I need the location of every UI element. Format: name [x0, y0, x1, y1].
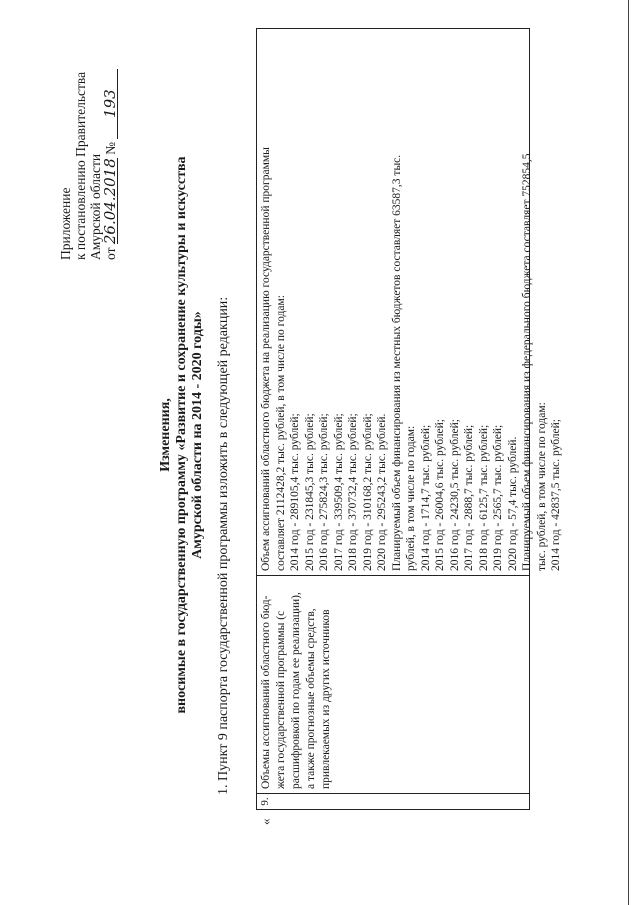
row-content-cell [257, 29, 562, 575]
appendix-date-line [103, 10, 118, 260]
intro-paragraph: 1. Пункт 9 паспорта государственной программы изложить в следующей редакции: [216, 296, 231, 795]
scan-edge-line [628, 0, 629, 905]
label-line: а также прогнозные объемы средств, [305, 608, 317, 789]
appendix-title: Приложение [58, 187, 73, 260]
content-line: тыс. рублей, в том числе по годам: [535, 402, 548, 571]
content-line: 2014 год - 42837,5 тыс. рублей; [550, 419, 562, 571]
appendix-line-3: Амурской области [88, 153, 103, 260]
content-line: Планируемый объем финансирования из федерального бюджета составляет 752854,5 [521, 153, 533, 571]
content-line: 2015 год - 231845,3 тыс. рублей; [303, 413, 316, 571]
content-line: 2014 год - 1714,7 тыс. рублей; [419, 424, 432, 571]
passport-table [256, 28, 562, 810]
content-line: Планируемый объем финансирования из местных бюджетов составляет 63587,3 тыс. [390, 154, 403, 571]
content-line: 2020 год - 57,4 тыс. рублей. [506, 436, 519, 571]
handwritten-number: 193 [104, 69, 118, 139]
content-line: рублей, в том числе по годам: [405, 425, 417, 571]
row-number-cell: 9. [257, 793, 529, 809]
date-prefix: от [103, 247, 118, 260]
content-line: 2020 год - 295243,2 тыс. рублей. [376, 413, 388, 571]
label-line: расшифровкой по годам ее реализации), [290, 592, 302, 789]
content-line: Объем ассигнований областного бюджета на реализацию государственной программы [260, 147, 272, 571]
document-heading [158, 115, 206, 755]
label-line: Объемы ассигнований областного бюд- [260, 595, 272, 789]
content-line: 2016 год - 24230,5 тыс. рублей; [448, 419, 461, 571]
content-line: 2016 год - 275824,3 тыс. рублей; [318, 413, 330, 571]
content-line: 2015 год - 26004,6 тыс. рублей; [434, 419, 446, 571]
handwritten-date: 26.04.2018 [101, 158, 119, 245]
content-line: 2018 год - 370732,4 тыс. рублей; [347, 413, 359, 571]
number-prefix: № [103, 141, 118, 155]
heading-line-2: вносимые в государственную программу «Развитие и сохранение культуры и искусства [174, 156, 189, 714]
content-line: 2014 год - 289105,4 тыс. рублей; [289, 413, 301, 571]
appendix-line-2: к постановлению Правительства [73, 71, 88, 260]
content-line: 2019 год - 2565,7 тыс. рублей; [492, 424, 504, 571]
label-line: жета государственной программы (с [275, 610, 287, 789]
content-line: 2019 год - 310168,2 тыс. рублей; [361, 413, 374, 571]
opening-quote: « [258, 818, 273, 825]
content-line: 2018 год - 6125,7 тыс. рублей; [477, 424, 490, 571]
heading-line-3: Амурской области на 2014 - 2020 годы» [190, 311, 205, 559]
heading-line-1: Изменения, [158, 398, 173, 472]
content-line: 2017 год - 339509,4 тыс. рублей; [332, 413, 345, 571]
appendix-block [58, 10, 118, 260]
row-label-cell [257, 575, 529, 793]
content-line: 2017 год - 2888,7 тыс. рублей; [463, 424, 475, 571]
label-line: привлекаемых из других источников [320, 609, 332, 789]
content-line: составляет 2112428,2 тыс. рублей, в том числе по годам: [274, 295, 287, 571]
